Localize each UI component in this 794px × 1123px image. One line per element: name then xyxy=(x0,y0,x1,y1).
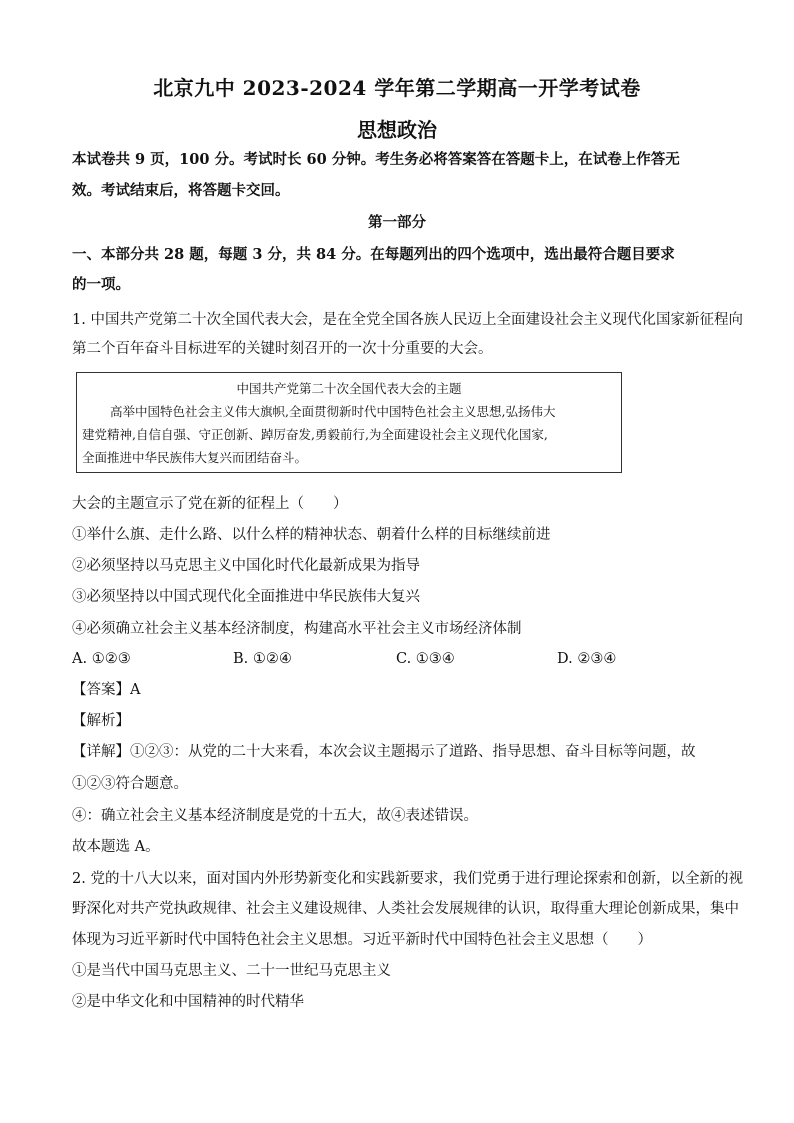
q1-material-box xyxy=(76,372,622,473)
instructions-line-1: 本试卷共 9 页，100 分。考试时长 60 分钟。考生务必将答案答在答题卡上，在试卷上作答无 xyxy=(72,151,680,168)
material-box-line-1: 高举中国特色社会主义伟大旗帜,全面贯彻新时代中国特色社会主义思想,弘扬伟大 xyxy=(110,404,556,419)
part-heading: 第一部分 xyxy=(368,214,426,231)
q2-stem-line-3: 体现为习近平新时代中国特色社会主义思想。习近平新时代中国特色社会主义思想（ ） xyxy=(72,932,652,948)
exam-title: 北京九中 2023-2024 学年第二学期高一开学考试卷 xyxy=(153,76,641,100)
q2-item-2: ②是中华文化和中国精神的时代精华 xyxy=(72,994,304,1010)
q1-item-4: ④必须确立社会主义基本经济制度，构建高水平社会主义市场经济体制 xyxy=(72,621,522,637)
q1-item-2: ②必须坚持以马克思主义中国化时代化最新成果为指导 xyxy=(72,558,420,574)
q1-answer: 【答案】A xyxy=(72,682,141,698)
section-heading-line-1: 一、本部分共 28 题，每题 3 分，共 84 分。在每题列出的四个选项中，选出最符合题目要求 xyxy=(72,246,675,263)
instructions-line-2: 效。考试结束后，将答题卡交回。 xyxy=(72,182,290,199)
q1-question: 大会的主题宣示了党在新的征程上（ ） xyxy=(72,496,348,512)
q2-stem-line-1: 2. 党的十八大以来，面对国内外形势新变化和实践新要求，我们党勇于进行理论探索和创新，以全新的视 xyxy=(72,871,743,887)
q1-option-c: C. ①③④ xyxy=(396,651,455,667)
q1-item-1: ①举什么旗、走什么路、以什么样的精神状态、朝着什么样的目标继续前进 xyxy=(72,527,551,543)
q1-stem-line-2: 第二个百年奋斗目标进军的关键时刻召开的一次十分重要的大会。 xyxy=(72,341,493,357)
q1-option-d: D. ②③④ xyxy=(557,651,617,667)
material-box-line-3: 全面推进中华民族伟大复兴而团结奋斗。 xyxy=(82,450,308,465)
subject-title: 思想政治 xyxy=(357,118,437,142)
q1-item-3: ③必须坚持以中国式现代化全面推进中华民族伟大复兴 xyxy=(72,589,420,605)
q1-analysis-label: 【解析】 xyxy=(72,713,130,729)
material-box-title: 中国共产党第二十次全国代表大会的主题 xyxy=(236,381,462,396)
q1-option-b: B. ①②④ xyxy=(233,651,292,667)
q1-detail-line-2: ①②③符合题意。 xyxy=(72,776,188,792)
q1-detail-line-3: ④：确立社会主义基本经济制度是党的十五大，故④表述错误。 xyxy=(72,808,478,824)
q1-option-a: A. ①②③ xyxy=(72,651,131,667)
q1-conclusion: 故本题选 A。 xyxy=(72,839,160,855)
q1-stem-line-1: 1. 中国共产党第二十次全国代表大会，是在全党全国各族人民迈上全面建设社会主义现代化国家新征程向 xyxy=(72,312,743,328)
q1-detail-line-1: 【详解】①②③：从党的二十大来看，本次会议主题揭示了道路、指导思想、奋斗目标等问题，故 xyxy=(72,744,696,760)
q2-stem-line-2: 野深化对共产党执政规律、社会主义建设规律、人类社会发展规律的认识，取得重大理论创新成果，集中 xyxy=(72,901,739,917)
q2-item-1: ①是当代中国马克思主义、二十一世纪马克思主义 xyxy=(72,963,391,979)
section-heading-line-2: 的一项。 xyxy=(72,276,130,293)
material-box-line-2: 建党精神,自信自强、守正创新、踔厉奋发,勇毅前行,为全面建设社会主义现代化国家, xyxy=(82,427,548,442)
